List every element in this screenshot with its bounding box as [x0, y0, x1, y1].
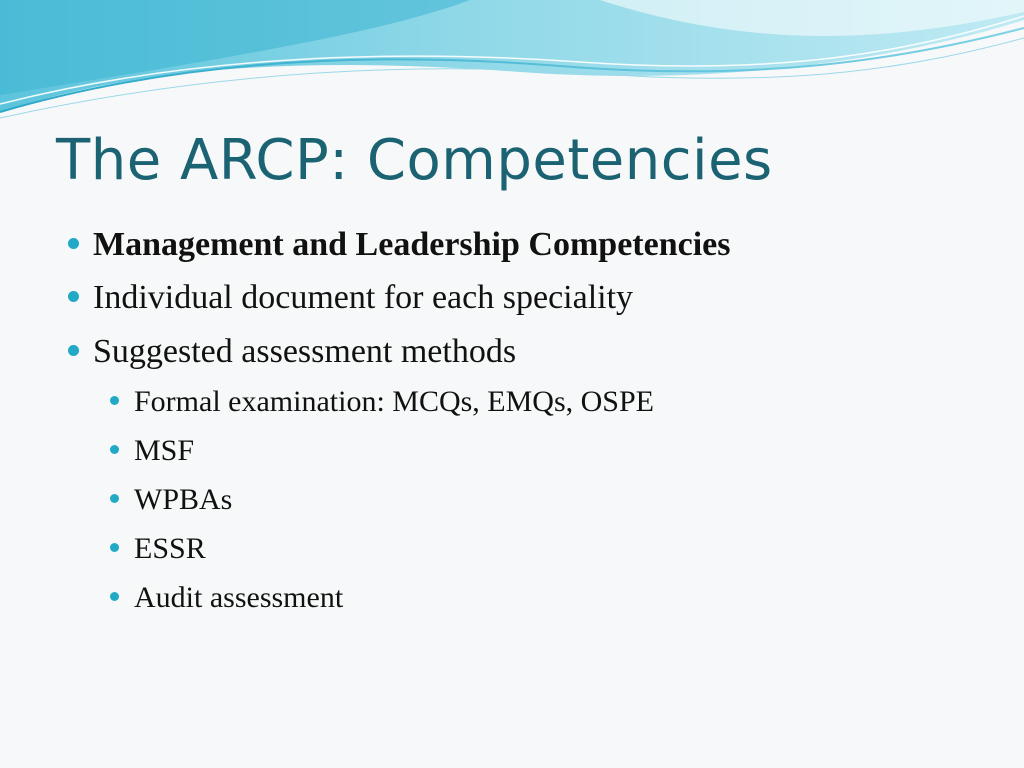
sub-bullet-item — [134, 581, 343, 615]
bullet-dot-icon — [110, 592, 119, 601]
sub-bullet-item — [134, 434, 194, 468]
sub-bullet-item — [134, 483, 232, 517]
bullet-dot-icon — [68, 238, 79, 249]
bullet-dot-icon — [68, 291, 79, 302]
bullet-text: ESSR — [134, 532, 206, 565]
bullet-dot-icon — [110, 494, 119, 503]
bullet-dot-icon — [110, 543, 119, 552]
bullet-text: Individual document for each speciality — [93, 279, 634, 316]
bullet-text: Formal examination: MCQs, EMQs, OSPE — [134, 385, 655, 418]
sub-bullet-item — [134, 532, 206, 566]
bullet-item — [93, 279, 633, 317]
bullet-item — [93, 226, 730, 264]
bullet-dot-icon — [110, 445, 119, 454]
bullet-text: WPBAs — [134, 483, 233, 516]
sub-bullet-item — [134, 385, 654, 419]
bullet-text: Suggested assessment methods — [93, 333, 517, 370]
bullet-text: MSF — [134, 434, 195, 467]
bullet-dot-icon — [68, 345, 79, 356]
bullet-item — [93, 333, 516, 371]
bullet-dot-icon — [110, 396, 119, 405]
bullet-text: Audit assessment — [134, 581, 344, 614]
bullet-text: Management and Leadership Competencies — [93, 226, 731, 263]
header-wave-decoration — [0, 0, 1024, 130]
slide-title: The ARCP: Competencies — [56, 128, 773, 193]
